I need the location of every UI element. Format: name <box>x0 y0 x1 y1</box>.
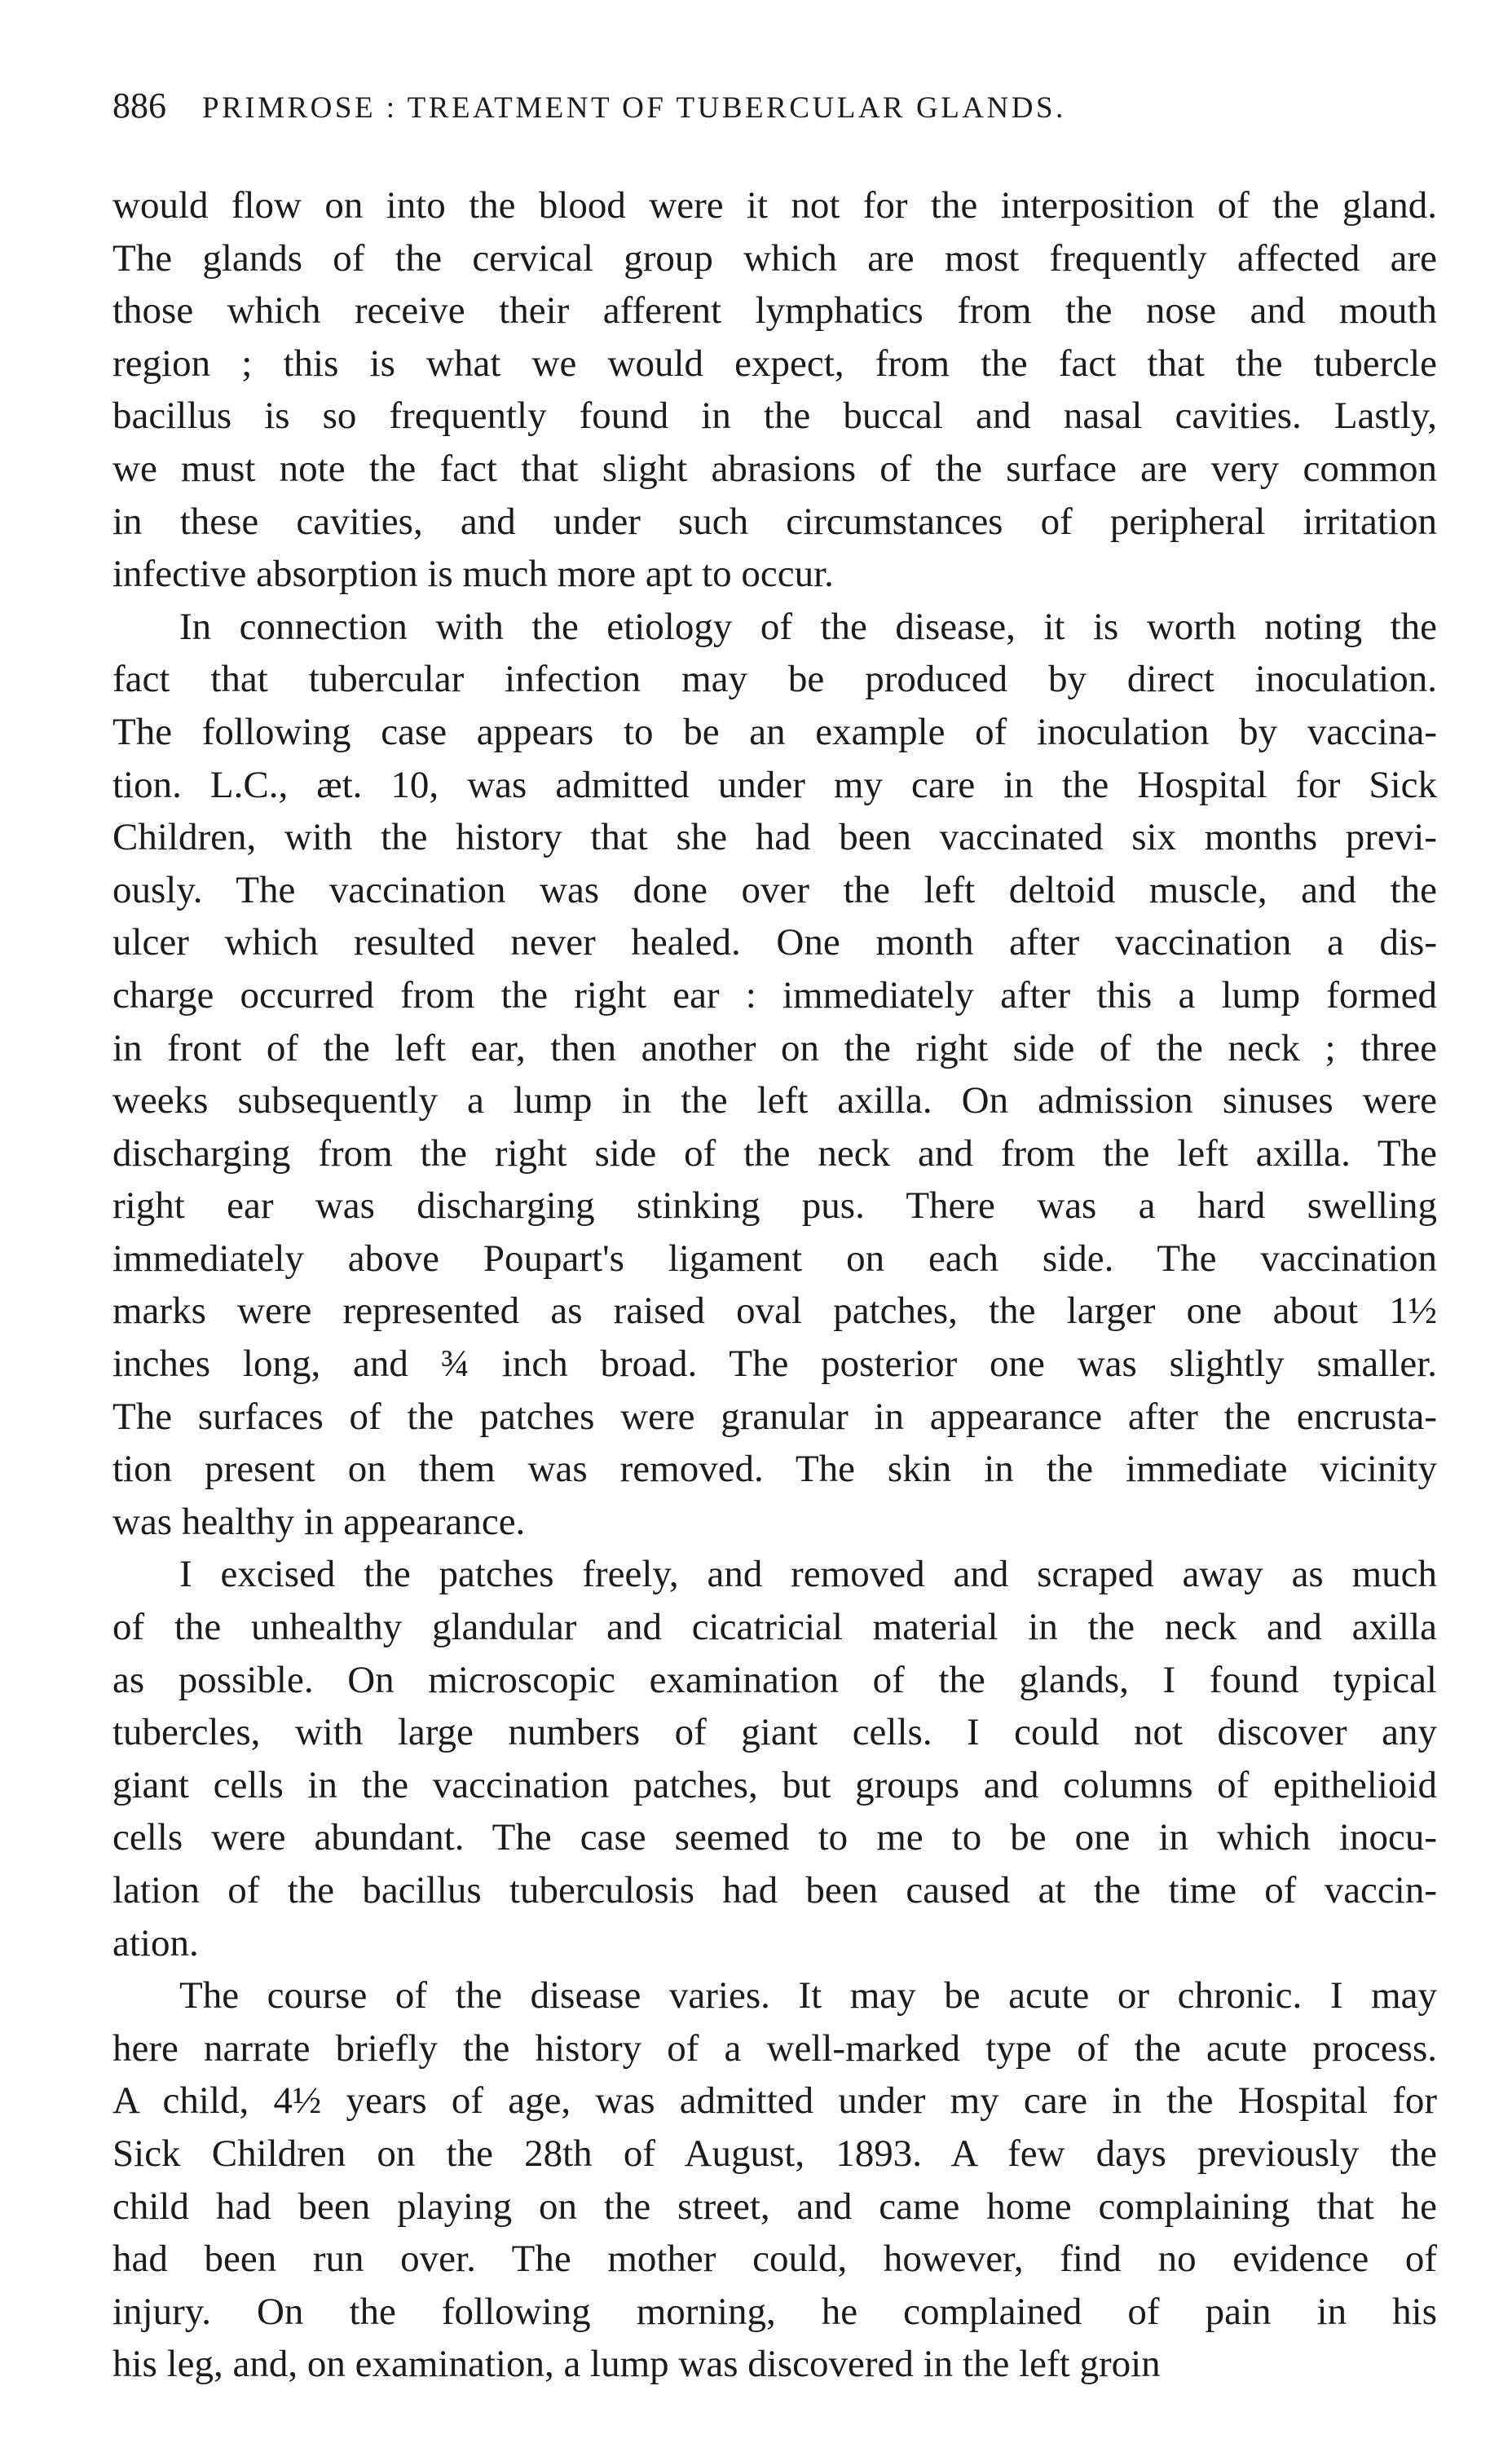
text-line: region ; this is what we would expect, from the fact that the tubercle <box>112 342 1437 385</box>
text-line: of the unhealthy glandular and cicatricial material in the neck and axilla <box>112 1606 1437 1649</box>
body-text <box>112 179 1437 2391</box>
text-line: A child, 4½ years of age, was admitted under my care in the Hospital for <box>112 2079 1437 2123</box>
text-line: in front of the left ear, then another on the right side of the neck ; three <box>112 1026 1437 1069</box>
text-line: tion. L.C., æt. 10, was admitted under my care in the Hospital for Sick <box>112 763 1437 806</box>
paragraph <box>112 601 1437 1549</box>
text-line: tubercles, with large numbers of giant cells. I could not discover any <box>112 1711 1437 1754</box>
text-line: cells were abundant. The case seemed to me to be one in which inocu- <box>112 1816 1437 1859</box>
text-line: bacillus is so frequently found in the buccal and nasal cavities. Lastly, <box>112 395 1437 438</box>
running-title: PRIMROSE : TREATMENT OF TUBERCULAR GLANDS. <box>202 91 1066 125</box>
text-line: immediately above Poupart's ligament on each side. The vaccination <box>112 1237 1437 1280</box>
text-line: fact that tubercular infection may be produced by direct inoculation. <box>112 658 1437 701</box>
paragraph <box>112 1548 1437 1969</box>
text-line: ulcer which resulted never healed. One month after vaccination a dis- <box>112 921 1437 964</box>
paragraph <box>112 1969 1437 2391</box>
text-line: would flow on into the blood were it not for the interposition of the gland. <box>112 184 1437 227</box>
text-line: here narrate briefly the history of a well-marked type of the acute process. <box>112 2026 1437 2070</box>
text-line: infective absorption is much more apt to occur. <box>112 553 834 596</box>
text-line: discharging from the right side of the neck and from the left axilla. The <box>112 1131 1437 1175</box>
text-line: we must note the fact that slight abrasions of the surface are very common <box>112 447 1437 490</box>
running-head <box>112 82 1433 130</box>
text-line: giant cells in the vaccination patches, but groups and columns of epithelioid <box>112 1763 1437 1806</box>
text-line: those which receive their afferent lymphatics from the nose and mouth <box>112 289 1437 333</box>
text-line: was healthy in appearance. <box>112 1500 526 1543</box>
text-line: Sick Children on the 28th of August, 1893. A few days previously the <box>112 2132 1437 2175</box>
text-line: I excised the patches freely, and removed and scraped away as much <box>179 1553 1437 1596</box>
text-line: marks were represented as raised oval patches, the larger one about 1½ <box>112 1290 1437 1333</box>
text-line: The course of the disease varies. It may be acute or chronic. I may <box>179 1974 1437 2017</box>
text-line: The glands of the cervical group which are most frequently affected are <box>112 236 1437 280</box>
text-line: charge occurred from the right ear : immediately after this a lump formed <box>112 973 1437 1016</box>
text-line: ation. <box>112 1921 199 1965</box>
page-number: 886 <box>112 86 166 126</box>
text-line: injury. On the following morning, he complained of pain in his <box>112 2290 1437 2333</box>
text-line: lation of the bacillus tuberculosis had been caused at the time of vaccin- <box>112 1869 1437 1912</box>
text-line: The surfaces of the patches were granular in appearance after the encrusta- <box>112 1395 1437 1438</box>
text-line: inches long, and ¾ inch broad. The posterior one was slightly smaller. <box>112 1343 1437 1386</box>
text-line: child had been playing on the street, and came home complaining that he <box>112 2185 1437 2228</box>
paragraph <box>112 179 1437 601</box>
text-line: right ear was discharging stinking pus. There was a hard swelling <box>112 1184 1437 1228</box>
text-line: as possible. On microscopic examination of the glands, I found typical <box>112 1658 1437 1701</box>
text-line: In connection with the etiology of the disease, it is worth noting the <box>179 605 1437 648</box>
text-line: tion present on them was removed. The skin in the immediate vicinity <box>112 1448 1437 1491</box>
text-line: The following case appears to be an example of inoculation by vaccina- <box>112 710 1437 753</box>
text-line: in these cavities, and under such circumstances of peripheral irritation <box>112 500 1437 543</box>
text-line: ously. The vaccination was done over the left deltoid muscle, and the <box>112 868 1437 911</box>
text-line: had been run over. The mother could, however, find no evidence of <box>112 2238 1437 2281</box>
text-line: his leg, and, on examination, a lump was discovered in the left groin <box>112 2343 1161 2386</box>
text-line: Children, with the history that she had been vaccinated six months previ- <box>112 816 1437 859</box>
text-line: weeks subsequently a lump in the left axilla. On admission sinuses were <box>112 1079 1437 1122</box>
